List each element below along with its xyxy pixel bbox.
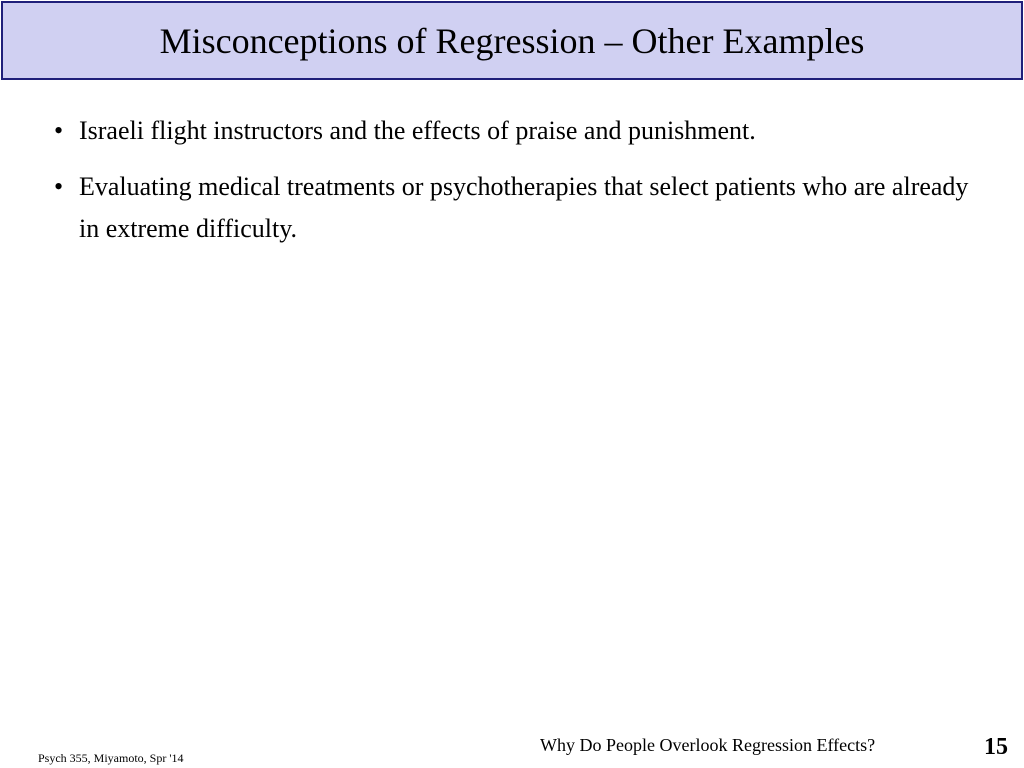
bullet-item: [54, 166, 974, 250]
title-banner: [1, 1, 1023, 80]
footer-section-title: Why Do People Overlook Regression Effects?: [540, 735, 876, 755]
bullet-item: [54, 110, 974, 152]
page-number: 15: [984, 734, 1008, 760]
footer-course: Psych 355, Miyamoto, Spr '14: [38, 751, 184, 765]
bullet-marker: •: [54, 172, 64, 201]
bullet-text: Evaluating medical treatments or psychotherapies that select patients who are already in extreme difficulty.: [79, 172, 969, 243]
bullet-text: Israeli flight instructors and the effects of praise and punishment.: [79, 116, 756, 145]
bullet-marker: •: [54, 116, 64, 145]
slide-title: Misconceptions of Regression – Other Examples: [159, 20, 865, 61]
bullet-list: [54, 110, 974, 264]
